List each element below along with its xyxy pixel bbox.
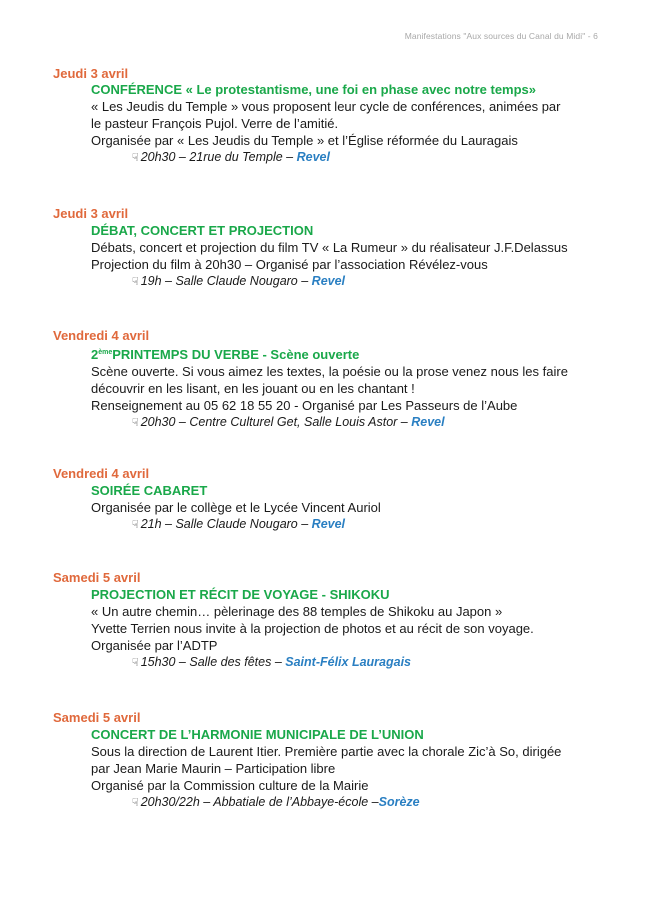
event-description: par Jean Marie Maurin – Participation libre xyxy=(91,761,336,776)
event-time-place: 20h30 – Centre Culturel Get, Salle Louis Astor – xyxy=(140,415,412,429)
event-description: découvrir en les lisant, en les jouant ou en les chantant ! xyxy=(91,381,415,396)
event-description: Projection du film à 20h30 – Organisé par l’association Révélez-vous xyxy=(91,257,488,272)
event-description: Scène ouverte. Si vous aimez les textes, la poésie ou la prose venez nous les faire xyxy=(91,364,568,379)
event-town: Revel xyxy=(311,517,346,531)
event-info xyxy=(132,794,611,812)
event-description: Renseignement au 05 62 18 55 20 - Organisé par Les Passeurs de l’Aube xyxy=(91,398,518,413)
title-prefix: 2 xyxy=(91,347,99,362)
event-title xyxy=(91,345,611,363)
pointing-hand-icon: ☟ xyxy=(132,519,139,531)
event-town: Revel xyxy=(311,274,346,288)
event-info xyxy=(132,654,611,672)
event-title: CONCERT DE L’HARMONIE MUNICIPALE DE L’UNION xyxy=(91,727,424,742)
page-header: Manifestations "Aux sources du Canal du Midi" - 6 xyxy=(404,31,598,41)
event-description: Organisée par l’ADTP xyxy=(91,638,218,653)
event-title: DÉBAT, CONCERT ET PROJECTION xyxy=(91,223,314,238)
event-info xyxy=(132,516,611,534)
event-description: Organisée par « Les Jeudis du Temple » et l’Église réformée du Lauragais xyxy=(91,133,518,148)
event-date: Vendredi 4 avril xyxy=(53,466,150,481)
title-text: PRINTEMPS DU VERBE - Scène ouverte xyxy=(112,347,360,362)
pointing-hand-icon: ☟ xyxy=(132,797,139,809)
event-date: Samedi 5 avril xyxy=(53,710,141,725)
pointing-hand-icon: ☟ xyxy=(132,657,139,669)
event-description: « Les Jeudis du Temple » vous proposent leur cycle de conférences, animées par xyxy=(91,99,561,114)
event-title: CONFÉRENCE « Le protestantisme, une foi en phase avec notre temps» xyxy=(91,82,537,97)
event-time-place: 15h30 – Salle des fêtes – xyxy=(140,655,286,669)
event-description: « Un autre chemin… pèlerinage des 88 temples de Shikoku au Japon » xyxy=(91,604,503,619)
event-time-place: 21h – Salle Claude Nougaro – xyxy=(140,517,312,531)
event-description: le pasteur François Pujol. Verre de l’amitié. xyxy=(91,116,339,131)
event-description: Sous la direction de Laurent Itier. Première partie avec la chorale Zic’à So, dirigée xyxy=(91,744,562,759)
event-info xyxy=(132,273,611,291)
event-date: Jeudi 3 avril xyxy=(53,206,129,221)
event-title: SOIRÉE CABARET xyxy=(91,483,208,498)
event-time-place: 20h30 – 21rue du Temple – xyxy=(140,150,297,164)
event-date: Samedi 5 avril xyxy=(53,570,141,585)
event-town: Revel xyxy=(296,150,330,164)
event-town: Sorèze xyxy=(378,795,420,809)
event-description: Yvette Terrien nous invite à la projection de photos et au récit de son voyage. xyxy=(91,621,534,636)
pointing-hand-icon: ☟ xyxy=(132,276,139,288)
pointing-hand-icon: ☟ xyxy=(132,417,139,429)
event-time-place: 19h – Salle Claude Nougaro – xyxy=(140,274,312,288)
pointing-hand-icon: ☟ xyxy=(132,152,139,164)
event-info xyxy=(132,149,611,167)
event-description: Débats, concert et projection du film TV « La Rumeur » du réalisateur J.F.Delassus xyxy=(91,240,568,255)
event-date: Jeudi 3 avril xyxy=(53,66,129,81)
event-info xyxy=(132,414,611,432)
event-description: Organisé par la Commission culture de la Mairie xyxy=(91,778,369,793)
title-superscript: ème xyxy=(98,349,113,356)
event-description: Organisée par le collège et le Lycée Vincent Auriol xyxy=(91,500,381,515)
event-town: Saint-Félix Lauragais xyxy=(285,655,411,669)
event-time-place: 20h30/22h – Abbatiale de l’Abbaye-école – xyxy=(140,795,379,809)
event-title: PROJECTION ET RÉCIT DE VOYAGE - SHIKOKU xyxy=(91,587,390,602)
event-date: Vendredi 4 avril xyxy=(53,328,150,343)
event-town: Revel xyxy=(411,415,445,429)
